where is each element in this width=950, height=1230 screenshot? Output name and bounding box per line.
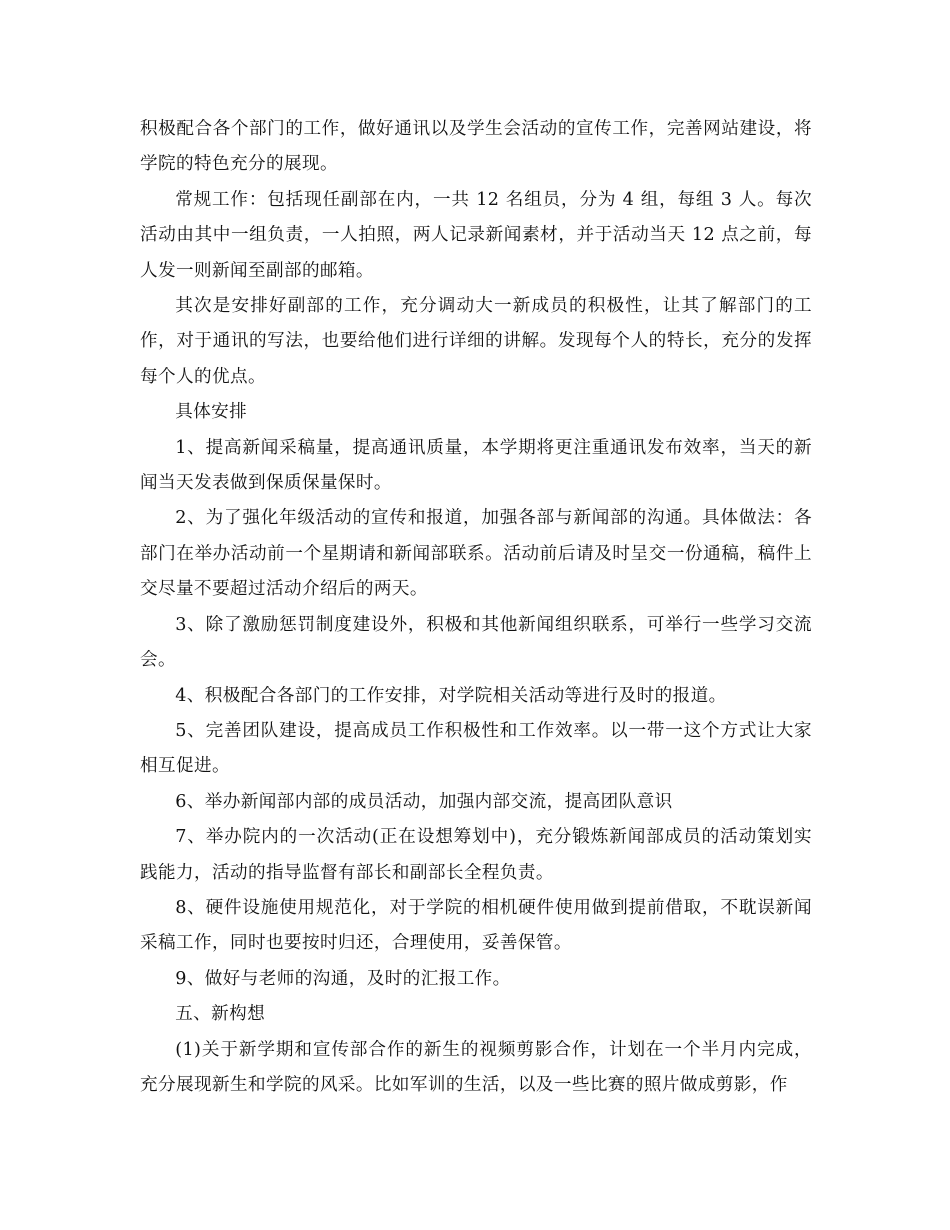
list-item-4: 4、积极配合各部门的工作安排，对学院相关活动等进行及时的报道。: [175, 685, 727, 706]
list-item-2: 2、为了强化年级活动的宣传和报道，加强各部与新闻部的沟通。具体做法：各部门在举办活动前一个星期请和新闻部联系。活动前后请及时呈交一份通稿，稿件上交尽量不要超过活动介绍后的两天。: [140, 508, 812, 600]
list-item-8: 8、硬件设施使用规范化，对于学院的相机硬件使用做到提前借取，不耽误新闻采稿工作，同时也要按时归还，合理使用，妥善保管。: [140, 897, 812, 954]
paragraph-routine-work: 常规工作：包括现任副部在内，一共 12 名组员，分为 4 组，每组 3 人。每次活动由其中一组负责，一人拍照，两人记录新闻素材，并于活动当天 12 点之前，每人发一则新闻至副部的邮箱。: [140, 189, 812, 281]
list-item-1: 1、提高新闻采稿量，提高通讯质量，本学期将更注重通讯发布效率，当天的新闻当天发表做到保质保量保时。: [140, 437, 812, 494]
paragraph-intro: 积极配合各个部门的工作，做好通讯以及学生会活动的宣传工作，完善网站建设，将学院的特色充分的展现。: [140, 119, 812, 175]
list-item-7: 7、举办院内的一次活动(正在设想筹划中)，充分锻炼新闻部成员的活动策划实践能力，活动的指导监督有部长和副部长全程负责。: [140, 827, 812, 883]
list-item-5: 5、完善团队建设，提高成员工作积极性和工作效率。以一带一这个方式让大家相互促进。: [140, 720, 812, 777]
section-heading-new-ideas: 五、新构想: [175, 1004, 266, 1025]
section-heading-arrangements: 具体安排: [175, 402, 248, 423]
paragraph-idea-1: (1)关于新学期和宣传部合作的新生的视频剪影合作，计划在一个半月内完成，充分展现新生和学院的风采。比如军训的生活，以及一些比赛的照片做成剪影，作: [140, 1039, 812, 1095]
list-item-3: 3、除了激励惩罚制度建设外，积极和其他新闻组织联系，可举行一些学习交流会。: [140, 614, 812, 671]
list-item-6: 6、举办新闻部内部的成员活动，加强内部交流，提高团队意识: [175, 791, 673, 812]
paragraph-vice-ministers: 其次是安排好副部的工作，充分调动大一新成员的积极性，让其了解部门的工作，对于通讯的写法，也要给他们进行详细的讲解。发现每个人的特长，充分的发挥每个人的优点。: [140, 296, 812, 387]
document-body: [140, 112, 812, 1103]
list-item-9: 9、做好与老师的沟通，及时的汇报工作。: [175, 968, 511, 989]
